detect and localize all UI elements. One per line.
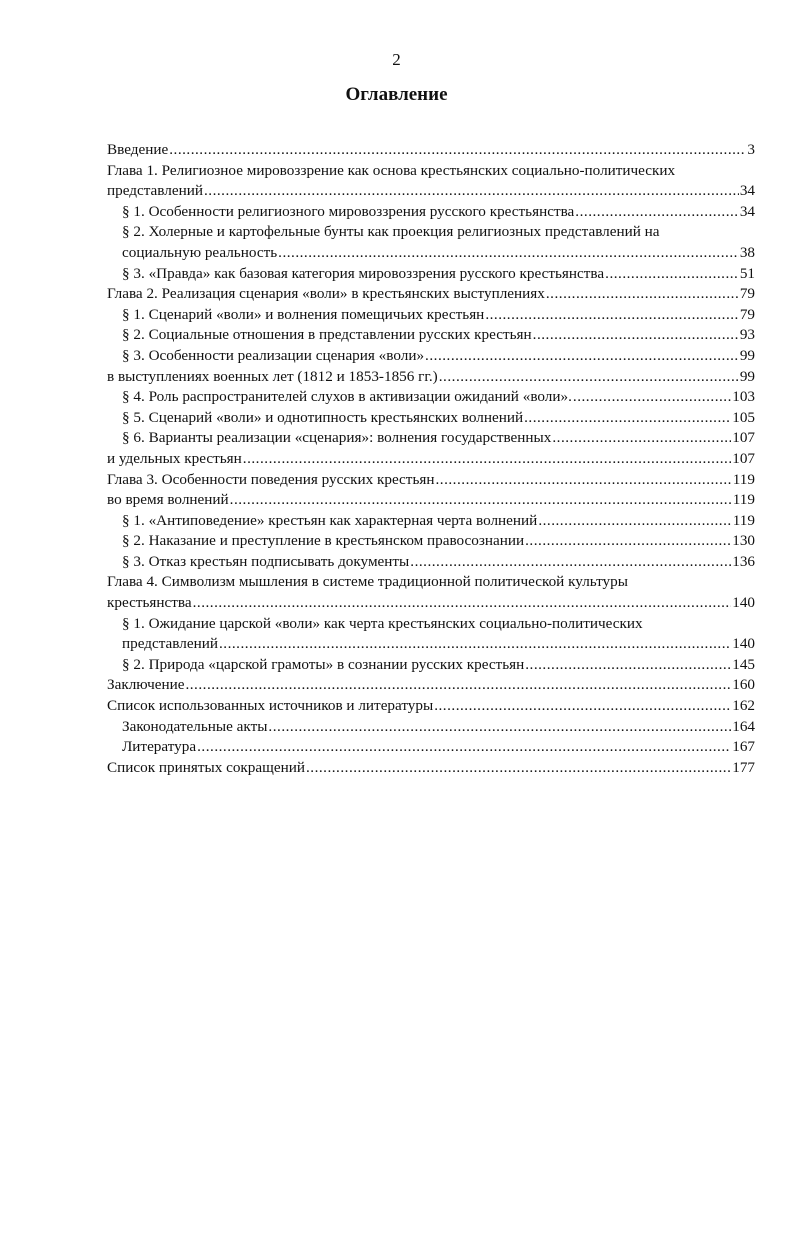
toc-entry[interactable] (107, 387, 755, 408)
toc-page-number: 3 (747, 141, 755, 158)
toc-page-number: 140 (732, 635, 755, 653)
toc-page-number: 162 (732, 697, 755, 715)
toc-entry-title: в выступлениях военных лет (1812 и 1853-1856 гг.) (107, 367, 438, 385)
dot-leader (410, 552, 731, 573)
toc-page-number: 177 (732, 758, 755, 776)
toc-entry-title: Глава 2. Реализация сценария «воли» в крестьянских выступлениях (107, 285, 545, 303)
toc-page-number: 167 (732, 738, 755, 756)
toc-page-number: 136 (732, 552, 755, 570)
toc-entry-title: § 6. Варианты реализации «сценария»: волнения государственных (122, 429, 552, 447)
toc-entry[interactable] (107, 717, 755, 738)
toc-entry[interactable] (107, 655, 755, 676)
toc-entry-title: § 3. «Правда» как базовая категория мировоззрения русского крестьянства (122, 264, 605, 282)
dot-leader (552, 428, 731, 449)
toc-page-number: 145 (732, 655, 755, 673)
toc-entry[interactable] (107, 264, 755, 285)
dot-leader (525, 531, 731, 552)
toc-page-number: 164 (732, 717, 755, 735)
toc-page-number: 140 (732, 594, 755, 612)
toc-page-number: 130 (732, 532, 755, 550)
toc-page-number: 99 (739, 367, 755, 385)
toc-entry[interactable] (107, 161, 755, 202)
toc-entry[interactable] (107, 696, 755, 717)
toc-entry[interactable] (107, 449, 755, 470)
toc-entry-title: § 1. Особенности религиозного мировоззрения русского крестьянства (122, 202, 575, 220)
toc-entry[interactable] (107, 737, 755, 758)
toc-entry-title: § 4. Роль распространителей слухов в активизации ожиданий «воли». (122, 388, 572, 406)
toc-entry-title: § 2. Социальные отношения в представлении русских крестьян (122, 326, 532, 344)
dot-leader (204, 181, 739, 202)
table-of-contents (107, 140, 755, 778)
toc-page-number: 107 (732, 449, 755, 467)
toc-entry[interactable] (107, 572, 755, 613)
dot-leader (230, 490, 732, 511)
toc-entry-title: во время волнений (107, 491, 229, 509)
toc-entry[interactable] (107, 367, 755, 388)
toc-entry-title: Заключение (107, 676, 185, 694)
toc-entry-title-line: Глава 4. Символизм мышления в системе традиционной политической культуры (107, 573, 628, 591)
toc-page-number: 119 (732, 491, 755, 509)
dot-leader (525, 655, 731, 676)
dot-leader (439, 367, 739, 388)
dot-leader (524, 408, 731, 429)
dot-leader (193, 593, 732, 614)
toc-page-number: 119 (732, 511, 755, 529)
toc-entry-title: § 2. Природа «царской грамоты» в сознании русских крестьян (122, 655, 525, 673)
toc-entry-title-line: § 2. Холерные и картофельные бунты как проекция религиозных представлений на (122, 223, 660, 241)
toc-entry-title: § 1. Сценарий «воли» и волнения помещичьих крестьян (122, 305, 485, 323)
toc-page-number: 93 (739, 326, 755, 344)
toc-entry-title-line: Глава 1. Религиозное мировоззрение как основа крестьянских социально-политических (107, 161, 676, 179)
page-number: 2 (392, 50, 401, 69)
toc-entry-title: Список принятых сокращений (107, 758, 305, 776)
toc-page-number: 107 (732, 429, 755, 447)
dot-leader (169, 140, 746, 161)
toc-entry-title: § 2. Наказание и преступление в крестьянском правосознании (122, 532, 525, 550)
toc-page-number: 103 (732, 388, 755, 406)
toc-entry-title: Список использованных источников и литературы (107, 697, 434, 715)
toc-page-number: 160 (732, 676, 755, 694)
dot-leader (485, 305, 739, 326)
dot-leader (306, 758, 731, 779)
toc-entry-title: Законодательные акты (122, 717, 268, 735)
toc-page-number: 119 (732, 470, 755, 488)
dot-leader (278, 243, 739, 264)
toc-entry-title: § 3. Особенности реализации сценария «воли» (122, 346, 425, 364)
dot-leader (219, 634, 731, 655)
toc-entry[interactable] (107, 552, 755, 573)
toc-entry-title: представлений (122, 635, 218, 653)
toc-page-number: 38 (739, 243, 755, 261)
toc-entry-title: и удельных крестьян (107, 449, 242, 467)
toc-page-number: 51 (739, 264, 755, 282)
toc-entry[interactable] (107, 675, 755, 696)
toc-entry-title: Введение (107, 141, 169, 158)
dot-leader (425, 346, 739, 367)
toc-entry[interactable] (107, 140, 755, 161)
toc-page-number: 99 (739, 346, 755, 364)
toc-entry-title: § 1. «Антиповедение» крестьян как характерная черта волнений (122, 511, 538, 529)
dot-leader (268, 717, 731, 738)
dot-leader (185, 675, 731, 696)
toc-page-number: 79 (739, 285, 755, 303)
toc-entry[interactable] (107, 511, 755, 532)
toc-entry-title: § 3. Отказ крестьян подписывать документы (122, 552, 410, 570)
dot-leader (546, 284, 739, 305)
dot-leader (533, 325, 739, 346)
dot-leader (605, 264, 739, 285)
toc-entry[interactable] (107, 408, 755, 429)
toc-entry[interactable] (107, 284, 755, 305)
toc-entry[interactable] (107, 305, 755, 326)
toc-entry[interactable] (107, 490, 755, 511)
page-title: Оглавление (345, 84, 448, 105)
toc-page-number: 79 (739, 305, 755, 323)
toc-page-number: 105 (732, 408, 755, 426)
toc-entry-title: § 5. Сценарий «воли» и однотипность крестьянских волнений (122, 408, 524, 426)
dot-leader (435, 470, 731, 491)
toc-entry-title-line: § 1. Ожидание царской «воли» как черта крестьянских социально-политических (122, 614, 643, 632)
dot-leader (243, 449, 731, 470)
toc-entry[interactable] (107, 325, 755, 346)
toc-entry[interactable] (107, 614, 755, 655)
toc-entry[interactable] (107, 470, 755, 491)
toc-entry-title: Глава 3. Особенности поведения русских крестьян (107, 470, 435, 488)
toc-entry[interactable] (107, 346, 755, 367)
toc-entry[interactable] (107, 428, 755, 449)
dot-leader (575, 202, 739, 223)
toc-page-number: 34 (739, 182, 755, 200)
toc-entry-title: Литература (122, 738, 197, 756)
toc-entry[interactable] (107, 531, 755, 552)
dot-leader (197, 737, 731, 758)
toc-entry-title: крестьянства (107, 594, 192, 612)
toc-entry[interactable] (107, 758, 755, 779)
toc-entry-title: социальную реальность (122, 243, 278, 261)
toc-entry-title: представлений (107, 182, 203, 200)
toc-entry[interactable] (107, 202, 755, 223)
toc-entry[interactable] (107, 222, 755, 263)
dot-leader (434, 696, 731, 717)
dot-leader (538, 511, 731, 532)
toc-page-number: 34 (739, 202, 755, 220)
dot-leader (573, 387, 731, 408)
